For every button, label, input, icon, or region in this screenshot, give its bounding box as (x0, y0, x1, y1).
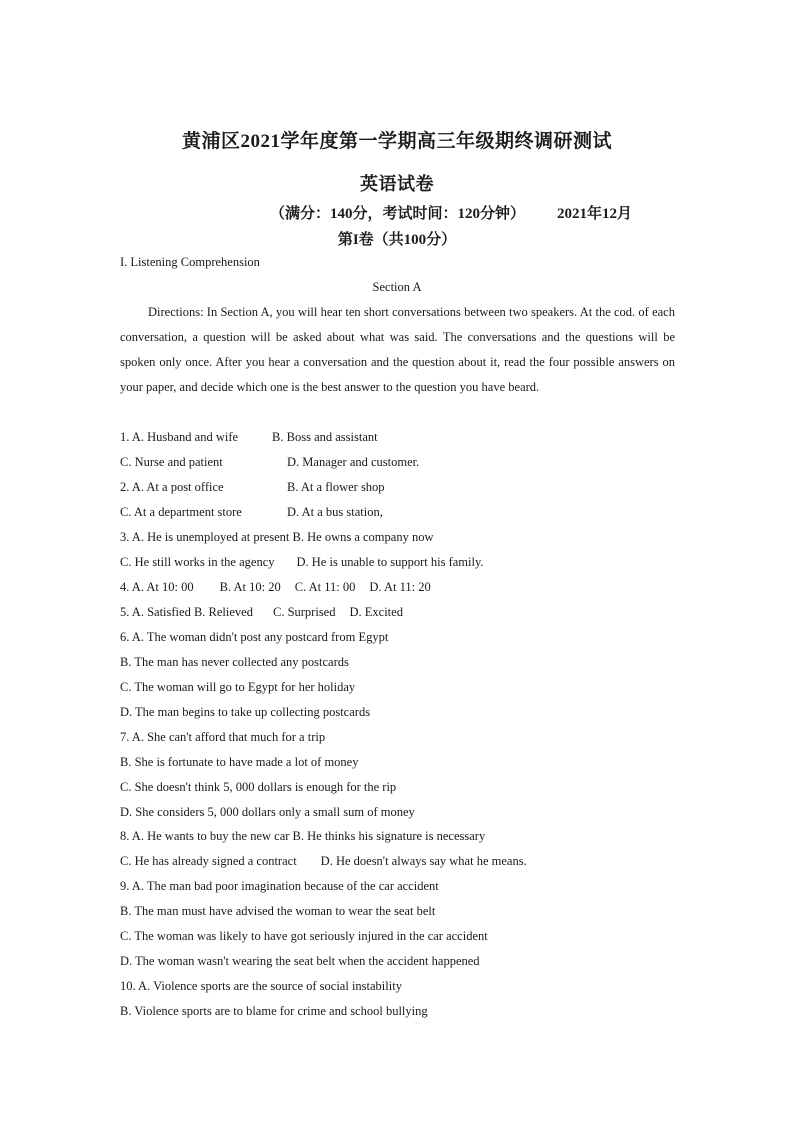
q3-option-d: D. He is unable to support his family. (296, 555, 484, 569)
section-heading: Section A (372, 280, 422, 294)
q7-option-c: C. She doesn't think 5, 000 dollars is enough for the rip (120, 780, 397, 794)
question-3-row1: 3. A. He is unemployed at present B. He owns a company now (120, 530, 434, 544)
q2-option-c: C. At a department store (120, 505, 242, 519)
q9-option-c: C. The woman was likely to have got seriously injured in the car accident (120, 929, 488, 943)
question-3-row2 (120, 555, 484, 570)
q4-option-d: D. At 11: 20 (369, 580, 431, 594)
q9-option-d: D. The woman wasn't wearing the seat belt when the accident happened (120, 954, 480, 968)
q1-option-a: 1. A. Husband and wife (120, 430, 239, 444)
q9-option-a: 9. A. The man bad poor imagination because of the car accident (120, 879, 439, 893)
score-time: （满分：140分，考试时间：120分钟） (270, 206, 526, 222)
q1-option-d: D. Manager and customer. (287, 455, 420, 469)
q2-option-b: B. At a flower shop (287, 480, 385, 494)
q4-option-b: B. At 10: 20 (219, 580, 281, 594)
q2-option-d: D. At a bus station, (287, 505, 383, 519)
question-8-row1: 8. A. He wants to buy the new car B. He thinks his signature is necessary (120, 829, 486, 843)
question-5 (120, 605, 403, 620)
q10-option-a: 10. A. Violence sports are the source of social instability (120, 979, 402, 993)
part-heading: I. Listening Comprehension (120, 255, 260, 269)
q9-option-b: B. The man must have advised the woman to wear the seat belt (120, 904, 436, 918)
exam-title: 黄浦区2021学年度第一学期高三年级期终调研测试 (181, 131, 612, 152)
q5-option-ab: 5. A. Satisfied B. Relieved (120, 605, 253, 619)
exam-subtitle: 英语试卷 (360, 174, 434, 194)
question-1-row2 (120, 455, 419, 470)
q7-option-b: B. She is fortunate to have made a lot of money (120, 755, 359, 769)
q6-option-c: C. The woman will go to Egypt for her holiday (120, 680, 356, 694)
q4-option-c: C. At 11: 00 (294, 580, 356, 594)
exam-date: 2021年12月 (557, 206, 633, 222)
question-1-row1 (120, 430, 378, 445)
question-2-row2 (120, 505, 383, 520)
q5-option-d: D. Excited (349, 605, 403, 619)
question-2-row1 (120, 480, 385, 495)
exam-meta (270, 202, 632, 223)
q6-option-b: B. The man has never collected any postcards (120, 655, 349, 669)
q8-option-c: C. He has already signed a contract (120, 854, 297, 868)
q6-option-a: 6. A. The woman didn't post any postcard from Egypt (120, 630, 389, 644)
q6-option-d: D. The man begins to take up collecting postcards (120, 705, 371, 719)
q5-option-c: C. Surprised (272, 605, 336, 619)
q3-option-c: C. He still works in the agency (120, 555, 275, 569)
q7-option-a: 7. A. She can't afford that much for a trip (120, 730, 326, 744)
q7-option-d: D. She considers 5, 000 dollars only a small sum of money (120, 805, 415, 819)
directions-text: Directions: In Section A, you will hear ten short conversations between two speakers. At the cod. of each conversation, a question will be asked about what was said. The conversations and the questions will be spoken only once. After you hear a conversation and the question about it, read the four possible answers on your paper, and decide which one is the best answer to the question you have beard. (120, 305, 675, 394)
q8-option-d: D. He doesn't always say what he means. (320, 854, 527, 868)
volume-heading: 第I卷（共100分） (337, 232, 457, 248)
q10-option-b: B. Violence sports are to blame for crime and school bullying (120, 1004, 428, 1018)
directions-paragraph (120, 300, 675, 400)
q2-option-a: 2. A. At a post office (120, 480, 224, 494)
q4-option-a: 4. A. At 10: 00 (120, 580, 194, 594)
q1-option-c: C. Nurse and patient (120, 455, 223, 469)
question-8-row2 (120, 854, 527, 869)
question-4 (120, 580, 431, 595)
q1-option-b: B. Boss and assistant (272, 430, 378, 444)
